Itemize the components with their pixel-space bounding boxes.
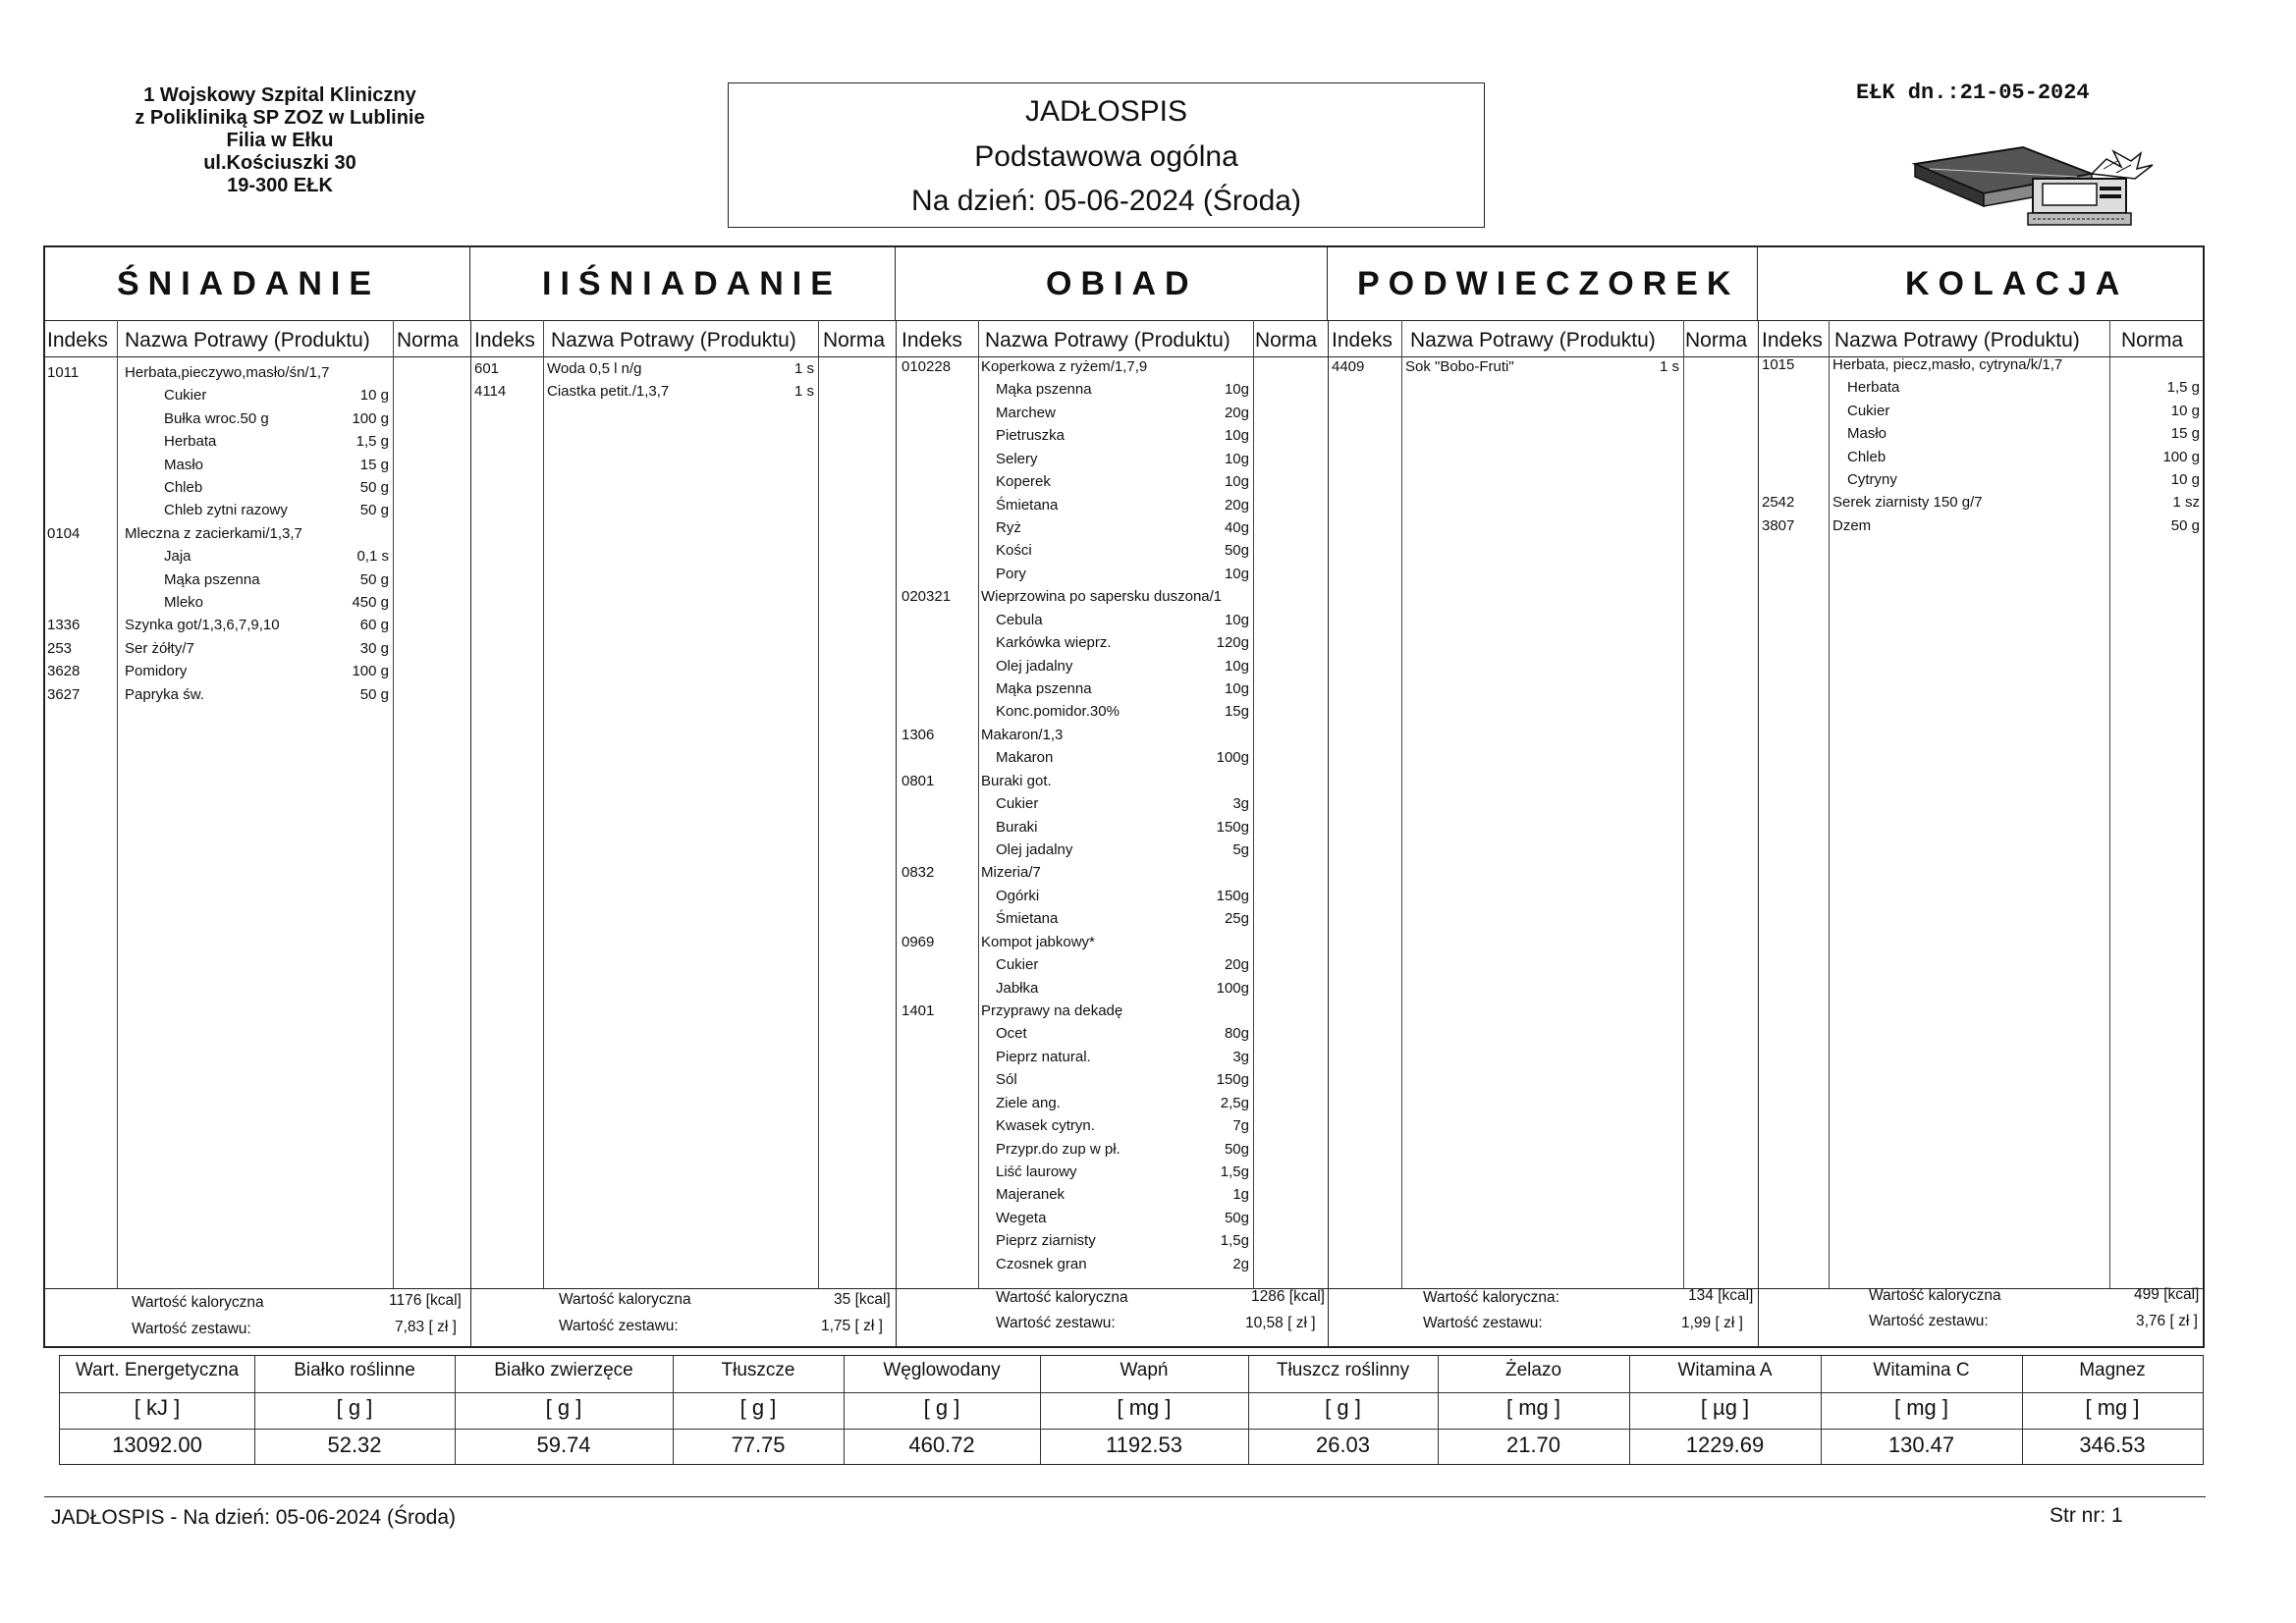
norm-amount: 2,5g bbox=[1220, 1094, 1249, 1111]
nutrient-value: 77.75 bbox=[731, 1433, 786, 1457]
kcal-value: 134 [kcal] bbox=[1688, 1287, 1754, 1304]
column-header-norm: Norma bbox=[2121, 329, 2184, 352]
nutrient-unit: [ mg ] bbox=[1117, 1395, 1172, 1420]
ingredient-name: Pieprz natural. bbox=[996, 1048, 1091, 1065]
ingredient-name: Ocet bbox=[996, 1025, 1027, 1043]
norm-amount: 50 g bbox=[359, 570, 389, 588]
dish-name: Dzem bbox=[1832, 516, 1872, 534]
norm-amount: 15 g bbox=[2170, 425, 2200, 443]
ingredient-name: Pieprz ziarnisty bbox=[996, 1232, 1096, 1250]
nutrient-unit: [ g ] bbox=[545, 1395, 582, 1420]
dish-name: Mizeria/7 bbox=[981, 864, 1041, 882]
ingredient-name: Olej jadalny bbox=[996, 657, 1073, 675]
divider bbox=[117, 320, 118, 1288]
column-header-name: Nazwa Potrawy (Produktu) bbox=[551, 329, 796, 352]
divider bbox=[60, 1392, 2203, 1393]
divider bbox=[393, 320, 394, 1288]
item-index: 1015 bbox=[1762, 356, 1795, 373]
divider bbox=[1758, 320, 1759, 1346]
dish-name: Przyprawy na dekadę bbox=[981, 1002, 1123, 1020]
ingredient-name: Cytryny bbox=[1847, 471, 1897, 488]
ingredient-name: Czosnek gran bbox=[996, 1255, 1087, 1272]
norm-amount: 50g bbox=[1224, 1140, 1249, 1158]
ingredient-name: Liść laurowy bbox=[996, 1163, 1077, 1181]
norm-amount: 20g bbox=[1224, 404, 1249, 421]
ingredient-name: Ziele ang. bbox=[996, 1094, 1061, 1111]
nutrient-value: 52.32 bbox=[327, 1433, 382, 1457]
divider bbox=[1829, 320, 1830, 1288]
ingredient-name: Jabłka bbox=[996, 979, 1039, 997]
column-title-supper: KOLACJA bbox=[1905, 265, 2129, 302]
norm-amount: 1 sz bbox=[2172, 494, 2200, 512]
norm-amount: 10g bbox=[1224, 473, 1249, 491]
item-index: 3628 bbox=[47, 663, 81, 680]
norm-amount: 100 g bbox=[352, 409, 389, 427]
diet-name: Podstawowa ogólna bbox=[974, 140, 1238, 173]
column-header-index: Indeks bbox=[902, 329, 962, 352]
divider bbox=[45, 320, 2203, 321]
ingredient-name: Mąka pszenna bbox=[996, 381, 1092, 399]
menu-table bbox=[43, 245, 2205, 1348]
cost-value: 10,58 [ zł ] bbox=[1245, 1315, 1316, 1331]
column-header-name: Nazwa Potrawy (Produktu) bbox=[985, 329, 1230, 352]
nutrient-unit: [ kJ ] bbox=[134, 1395, 181, 1420]
norm-amount: 10g bbox=[1224, 611, 1249, 628]
nutrient-name: Wapń bbox=[1120, 1360, 1169, 1380]
norm-amount: 60 g bbox=[359, 617, 389, 634]
norm-amount: 100g bbox=[1216, 979, 1249, 997]
column-header-name: Nazwa Potrawy (Produktu) bbox=[1834, 329, 2080, 352]
item-index: 3627 bbox=[47, 685, 81, 703]
dish-name: Serek ziarnisty 150 g/7 bbox=[1832, 494, 1983, 512]
norm-amount: 150g bbox=[1216, 818, 1249, 836]
nutrient-name: Witamina A bbox=[1677, 1360, 1773, 1380]
column-title-lunch: OBIAD bbox=[896, 247, 1328, 320]
dish-name: Sok "Bobo-Fruti" bbox=[1405, 358, 1514, 375]
norm-amount: 80g bbox=[1224, 1025, 1249, 1043]
ingredient-name: Marchew bbox=[996, 404, 1056, 421]
ingredient-name: Herbata bbox=[164, 433, 217, 451]
hospital-line: 19-300 EŁK bbox=[227, 175, 333, 196]
norm-amount: 3g bbox=[1232, 1048, 1249, 1065]
ingredient-name: Masło bbox=[1847, 425, 1887, 443]
dish-name: Buraki got. bbox=[981, 772, 1052, 789]
ingredient-name: Cebula bbox=[996, 611, 1043, 628]
kcal-label: Wartość kaloryczna bbox=[1869, 1287, 2001, 1304]
item-index: 2542 bbox=[1762, 494, 1795, 512]
kcal-label: Wartość kaloryczna bbox=[559, 1291, 691, 1308]
column-header-norm: Norma bbox=[1685, 329, 1748, 352]
ingredient-name: Olej jadalny bbox=[996, 841, 1073, 859]
norm-amount: 40g bbox=[1224, 519, 1249, 536]
divider bbox=[818, 320, 819, 1288]
item-index: 3807 bbox=[1762, 516, 1795, 534]
column-header-name: Nazwa Potrawy (Produktu) bbox=[125, 329, 370, 352]
column-title-afternoon-snack: PODWIECZOREK bbox=[1328, 247, 1758, 320]
hospital-line: 1 Wojskowy Szpital Kliniczny bbox=[143, 84, 416, 106]
ingredient-name: Herbata bbox=[1847, 379, 1900, 397]
dish-name: Pomidory bbox=[125, 663, 188, 680]
norm-amount: 20g bbox=[1224, 496, 1249, 514]
kcal-value: 1176 [kcal] bbox=[389, 1292, 462, 1309]
nutrient-name: Tłuszcz roślinny bbox=[1276, 1360, 1410, 1380]
ingredient-name: Kości bbox=[996, 542, 1032, 560]
ingredient-name: Konc.pomidor.30% bbox=[996, 703, 1120, 721]
nutrient-name: Węglowodany bbox=[883, 1360, 1001, 1380]
divider bbox=[896, 320, 897, 1346]
ingredient-name: Majeranek bbox=[996, 1186, 1066, 1204]
item-index: 601 bbox=[474, 360, 500, 377]
norm-amount: 2g bbox=[1232, 1255, 1249, 1272]
norm-amount: 15g bbox=[1224, 703, 1249, 721]
column-header-index: Indeks bbox=[1762, 329, 1823, 352]
norm-amount: 1,5g bbox=[1220, 1163, 1249, 1181]
dish-name: Mleczna z zacierkami/1,3,7 bbox=[125, 524, 302, 542]
ingredient-name: Cukier bbox=[996, 795, 1039, 813]
nutrition-summary-table bbox=[59, 1355, 2204, 1465]
dish-name: Herbata, piecz,masło, cytryna/k/1,7 bbox=[1832, 356, 2063, 373]
footer-title: JADŁOSPIS - Na dzień: 05-06-2024 (Środa) bbox=[51, 1506, 457, 1529]
norm-amount: 1g bbox=[1232, 1186, 1249, 1204]
nutrient-unit: [ µg ] bbox=[1700, 1395, 1750, 1420]
norm-amount: 1 s bbox=[793, 383, 814, 401]
nutrient-unit: [ g ] bbox=[336, 1395, 373, 1420]
ingredient-name: Sól bbox=[996, 1071, 1017, 1089]
nutrient-value: 1229.69 bbox=[1685, 1433, 1765, 1457]
ingredient-name: Mąka pszenna bbox=[996, 680, 1092, 698]
norm-amount: 10g bbox=[1224, 427, 1249, 445]
menu-date: Na dzień: 05-06-2024 (Środa) bbox=[911, 185, 1301, 217]
nutrient-name: Magnez bbox=[2079, 1360, 2146, 1380]
norm-amount: 10g bbox=[1224, 381, 1249, 399]
ingredient-name: Selery bbox=[996, 450, 1038, 467]
dish-name: Herbata,pieczywo,masło/śn/1,7 bbox=[125, 364, 330, 381]
norm-amount: 150g bbox=[1216, 1071, 1249, 1089]
ingredient-name: Ogórki bbox=[996, 887, 1040, 904]
norm-amount: 10g bbox=[1224, 565, 1249, 582]
ingredient-name: Karkówka wieprz. bbox=[996, 634, 1112, 652]
norm-amount: 10g bbox=[1224, 680, 1249, 698]
norm-amount: 100g bbox=[1216, 749, 1249, 767]
ingredient-name: Ryż bbox=[996, 519, 1021, 536]
kcal-value: 35 [kcal] bbox=[834, 1291, 891, 1308]
ingredient-name: Buraki bbox=[996, 818, 1038, 836]
nutrient-unit: [ mg ] bbox=[1505, 1395, 1560, 1420]
item-index: 1401 bbox=[902, 1002, 935, 1020]
ingredient-name: Cukier bbox=[1847, 402, 1890, 419]
item-index: 4114 bbox=[474, 383, 507, 401]
norm-amount: 10 g bbox=[359, 387, 389, 405]
column-header-index: Indeks bbox=[47, 329, 108, 352]
norm-amount: 50g bbox=[1224, 1209, 1249, 1226]
ingredient-name: Koperek bbox=[996, 473, 1051, 491]
print-date: EŁK dn.:21-05-2024 bbox=[1856, 81, 2090, 105]
divider bbox=[2109, 320, 2110, 1288]
divider bbox=[60, 1429, 2203, 1430]
ingredient-name: Chleb bbox=[164, 479, 203, 496]
norm-amount: 10g bbox=[1224, 450, 1249, 467]
cost-value: 1,99 [ zł ] bbox=[1681, 1315, 1743, 1331]
document-title-box bbox=[728, 82, 1485, 228]
norm-amount: 7g bbox=[1232, 1117, 1249, 1135]
kcal-value: 499 [kcal] bbox=[2134, 1286, 2200, 1303]
norm-amount: 150g bbox=[1216, 887, 1249, 904]
norm-amount: 10 g bbox=[2170, 471, 2200, 488]
cost-value: 7,83 [ zł ] bbox=[395, 1319, 457, 1335]
ingredient-name: Przypr.do zup w pł. bbox=[996, 1140, 1121, 1158]
norm-amount: 1 s bbox=[1659, 358, 1679, 375]
hospital-line: ul.Kościuszki 30 bbox=[203, 152, 356, 174]
dish-name: Kompot jabkowy* bbox=[981, 933, 1095, 950]
cost-label: Wartość zestawu: bbox=[996, 1315, 1116, 1331]
nutrient-name: Wart. Energetyczna bbox=[75, 1360, 240, 1380]
nutrient-value: 460.72 bbox=[908, 1433, 975, 1457]
hospital-line: z Polikliniką SP ZOZ w Lublinie bbox=[135, 107, 425, 129]
nutrient-value: 13092.00 bbox=[112, 1433, 202, 1457]
column-header-norm: Norma bbox=[823, 329, 886, 352]
norm-amount: 100 g bbox=[2162, 448, 2200, 465]
norm-amount: 120g bbox=[1216, 634, 1249, 652]
column-header-index: Indeks bbox=[474, 329, 535, 352]
dish-name: Papryka św. bbox=[125, 685, 204, 703]
nutrient-value: 346.53 bbox=[2079, 1433, 2146, 1457]
ingredient-name: Cukier bbox=[164, 387, 207, 405]
norm-amount: 15 g bbox=[359, 456, 389, 473]
column-header-name: Nazwa Potrawy (Produktu) bbox=[1410, 329, 1656, 352]
ingredient-name: Bułka wroc.50 g bbox=[164, 409, 269, 427]
ingredient-name: Mleko bbox=[164, 594, 204, 611]
cost-label: Wartość zestawu: bbox=[132, 1321, 251, 1337]
kcal-label: Wartość kaloryczna bbox=[996, 1289, 1128, 1306]
norm-amount: 10 g bbox=[2170, 402, 2200, 419]
norm-amount: 1,5g bbox=[1220, 1232, 1249, 1250]
ingredient-name: Pietruszka bbox=[996, 427, 1066, 445]
norm-amount: 5g bbox=[1232, 841, 1249, 859]
norm-amount: 10g bbox=[1224, 657, 1249, 675]
ingredient-name: Wegeta bbox=[996, 1209, 1047, 1226]
nutrient-value: 21.70 bbox=[1505, 1433, 1561, 1457]
dish-name: Woda 0,5 l n/g bbox=[547, 360, 642, 377]
divider bbox=[978, 320, 979, 1288]
norm-amount: 25g bbox=[1224, 910, 1249, 928]
ingredient-name: Masło bbox=[164, 456, 204, 473]
kcal-label: Wartość kaloryczna bbox=[132, 1294, 264, 1311]
nutrient-name: Białko zwierzęce bbox=[494, 1360, 633, 1380]
dish-name: Ciastka petit./1,3,7 bbox=[547, 383, 670, 401]
norm-amount: 450 g bbox=[352, 594, 389, 611]
ingredient-name: Chleb zytni razowy bbox=[164, 502, 288, 519]
cost-value: 1,75 [ zł ] bbox=[821, 1318, 883, 1334]
ingredient-name: Śmietana bbox=[996, 496, 1059, 514]
ingredient-name: Makaron bbox=[996, 749, 1054, 767]
divider bbox=[1683, 320, 1684, 1288]
nutrient-unit: [ mg ] bbox=[2085, 1395, 2140, 1420]
document-title: JADŁOSPIS bbox=[1024, 95, 1188, 128]
norm-amount: 1 s bbox=[793, 360, 814, 377]
column-header-index: Indeks bbox=[1332, 329, 1393, 352]
kcal-value: 1286 [kcal] bbox=[1251, 1288, 1325, 1305]
dish-name: Makaron/1,3 bbox=[981, 726, 1064, 743]
norm-amount: 3g bbox=[1232, 795, 1249, 813]
item-index: 1306 bbox=[902, 726, 935, 743]
ingredient-name: Kwasek cytryn. bbox=[996, 1117, 1095, 1135]
hospital-address bbox=[74, 84, 486, 197]
item-index: 1011 bbox=[47, 364, 80, 381]
ingredient-name: Mąka pszenna bbox=[164, 570, 260, 588]
ingredient-name: Pory bbox=[996, 565, 1026, 582]
norm-amount: 50g bbox=[1224, 542, 1249, 560]
column-header-norm: Norma bbox=[1255, 329, 1318, 352]
norm-amount: 50 g bbox=[2170, 516, 2200, 534]
dish-name: Wieprzowina po sapersku duszona/1 bbox=[981, 588, 1223, 606]
item-index: 0969 bbox=[902, 933, 935, 950]
norm-amount: 20g bbox=[1224, 956, 1249, 974]
item-index: 010228 bbox=[902, 358, 952, 375]
norm-amount: 50 g bbox=[359, 479, 389, 496]
cost-value: 3,76 [ zł ] bbox=[2136, 1313, 2198, 1329]
cost-label: Wartość zestawu: bbox=[1869, 1313, 1989, 1329]
norm-amount: 50 g bbox=[359, 502, 389, 519]
ingredient-name: Chleb bbox=[1847, 448, 1886, 465]
page-number: Str nr: 1 bbox=[2050, 1504, 2123, 1527]
item-index: 4409 bbox=[1332, 358, 1365, 375]
norm-amount: 0,1 s bbox=[356, 548, 389, 566]
nutrient-value: 1192.53 bbox=[1106, 1433, 1182, 1457]
nutrient-unit: [ g ] bbox=[739, 1395, 777, 1420]
nutrient-value: 130.47 bbox=[1887, 1433, 1955, 1457]
norm-amount: 30 g bbox=[359, 639, 389, 657]
ingredient-name: Jaja bbox=[164, 548, 191, 566]
item-index: 253 bbox=[47, 639, 73, 657]
nutrient-name: Tłuszcze bbox=[721, 1360, 795, 1380]
divider bbox=[1401, 320, 1402, 1288]
item-index: 020321 bbox=[902, 588, 952, 606]
dish-name: Szynka got/1,3,6,7,9,10 bbox=[125, 617, 280, 634]
norm-amount: 1,5 g bbox=[355, 433, 389, 451]
footer-divider bbox=[44, 1496, 2206, 1497]
column-title-second-breakfast: IIŚNIADANIE bbox=[470, 247, 896, 320]
laptop-computer-icon bbox=[1895, 139, 2160, 228]
ingredient-name: Śmietana bbox=[996, 910, 1059, 928]
nutrient-value: 59.74 bbox=[536, 1433, 591, 1457]
nutrient-name: Witamina C bbox=[1873, 1360, 1970, 1380]
divider bbox=[543, 320, 544, 1288]
kcal-label: Wartość kaloryczna: bbox=[1423, 1289, 1559, 1306]
divider bbox=[1253, 320, 1254, 1288]
nutrient-unit: [ mg ] bbox=[1893, 1395, 1948, 1420]
hospital-line: Filia w Ełku bbox=[226, 130, 334, 151]
norm-amount: 100 g bbox=[352, 663, 389, 680]
item-index: 0832 bbox=[902, 864, 935, 882]
ingredient-name: Cukier bbox=[996, 956, 1039, 974]
dish-name: Ser żółty/7 bbox=[125, 639, 194, 657]
column-header-norm: Norma bbox=[397, 329, 460, 352]
nutrient-value: 26.03 bbox=[1315, 1433, 1371, 1457]
item-index: 1336 bbox=[47, 617, 81, 634]
item-index: 0801 bbox=[902, 772, 935, 789]
divider bbox=[470, 320, 471, 1346]
norm-amount: 1,5 g bbox=[2166, 379, 2200, 397]
column-title-breakfast: ŚNIADANIE bbox=[45, 247, 470, 320]
item-index: 0104 bbox=[47, 524, 81, 542]
cost-label: Wartość zestawu: bbox=[559, 1318, 679, 1334]
nutrient-name: Żelazo bbox=[1504, 1360, 1562, 1380]
norm-amount: 50 g bbox=[359, 685, 389, 703]
nutrient-name: Białko roślinne bbox=[294, 1360, 415, 1380]
divider bbox=[1328, 320, 1329, 1346]
nutrient-unit: [ g ] bbox=[923, 1395, 960, 1420]
cost-label: Wartość zestawu: bbox=[1423, 1315, 1543, 1331]
dish-name: Koperkowa z ryżem/1,7,9 bbox=[981, 358, 1148, 375]
nutrient-unit: [ g ] bbox=[1325, 1395, 1361, 1420]
